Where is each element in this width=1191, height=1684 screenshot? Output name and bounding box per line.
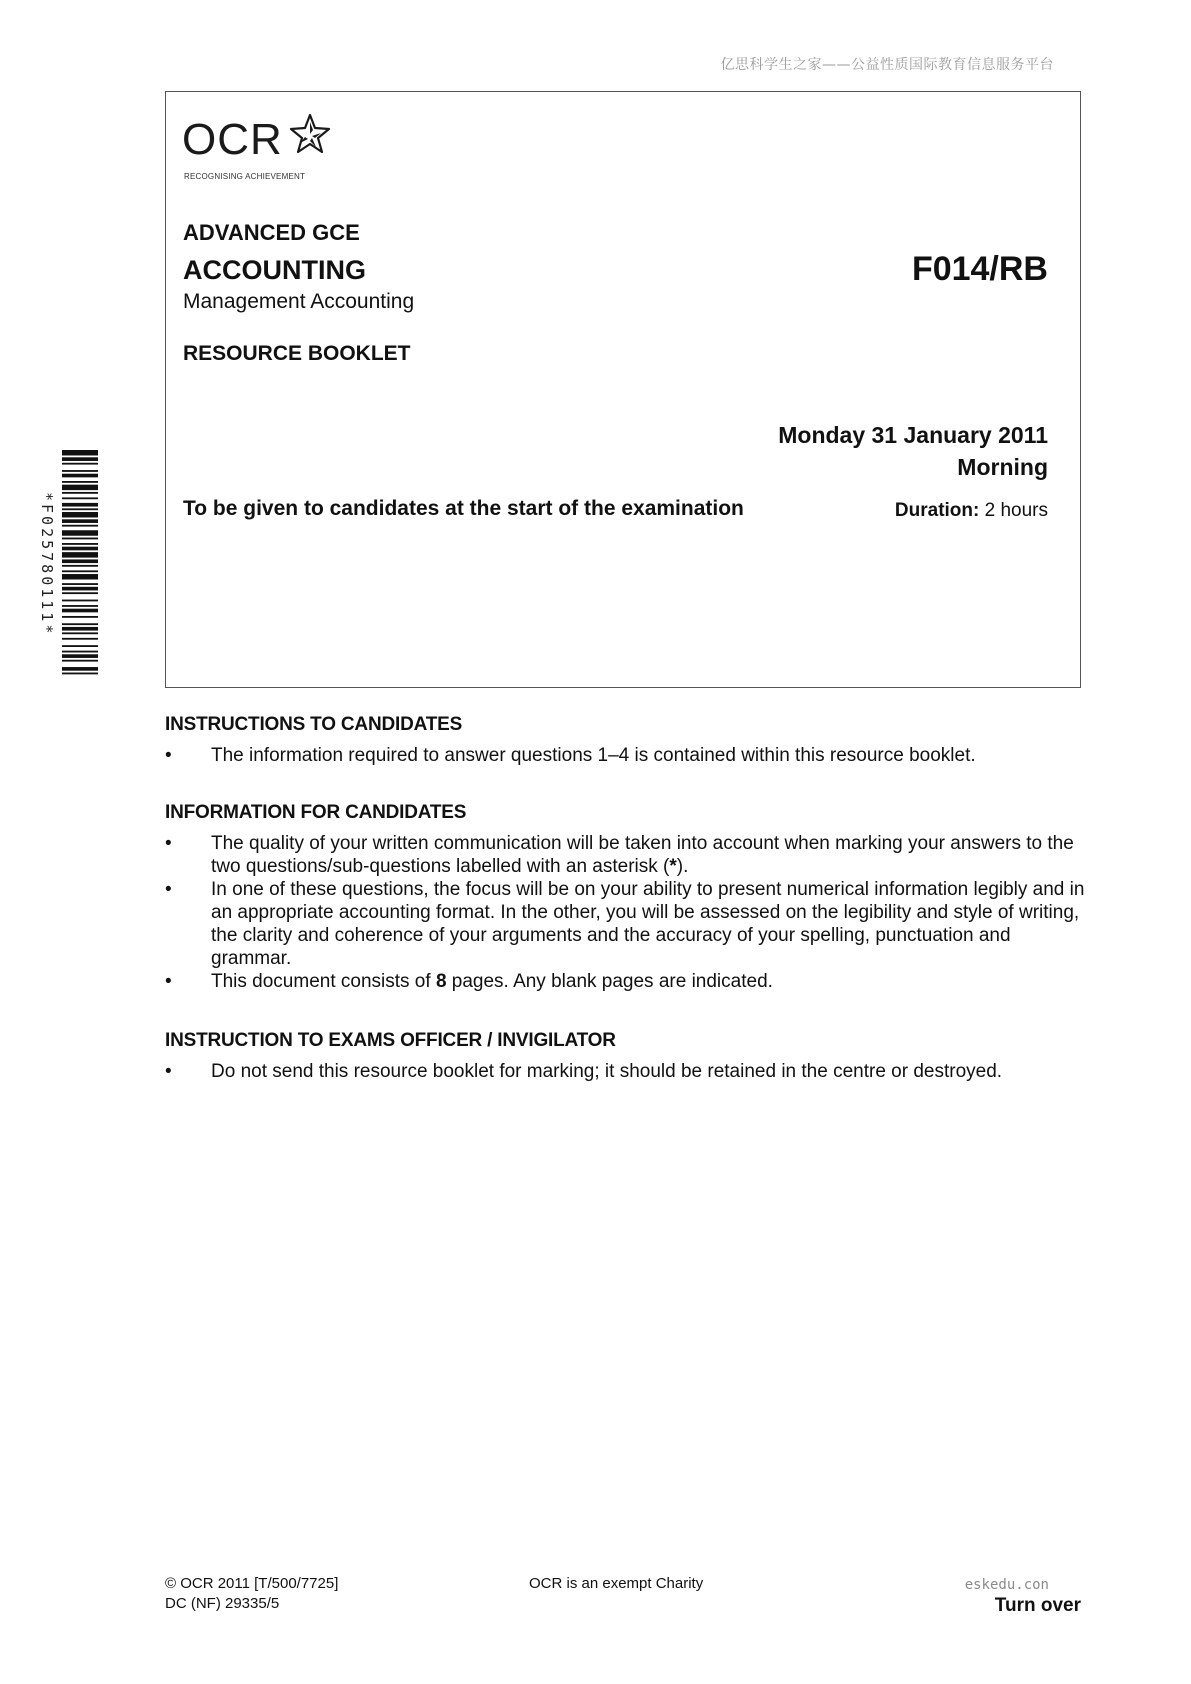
- barcode-bar: [62, 512, 98, 517]
- officer-section: [165, 1030, 1085, 1083]
- instructions-heading: INSTRUCTIONS TO CANDIDATES: [165, 714, 463, 735]
- instructions-section: [165, 714, 1085, 767]
- barcode-bar: [62, 474, 98, 478]
- duration-label: Duration:: [894, 500, 980, 521]
- barcode-bar: [62, 660, 98, 662]
- barcode-bar: [62, 570, 98, 572]
- barcode-bar: [62, 565, 98, 567]
- list-item: [165, 878, 1085, 970]
- barcode-bar: [62, 574, 98, 579]
- barcode-bar: [62, 605, 98, 607]
- barcode-bar: [62, 543, 98, 545]
- exam-date: Monday 31 January 2011: [778, 422, 1048, 448]
- information-section: [165, 802, 1085, 993]
- unit-title: Management Accounting: [183, 290, 415, 313]
- officer-text: Do not send this resource booklet for marking; it should be retained in the centre or destroyed.: [211, 1061, 1003, 1082]
- barcode-bar: [62, 530, 98, 535]
- barcode-bar: [62, 450, 98, 455]
- page-count: 8: [435, 971, 447, 992]
- footer-watermark: eskedu.con: [964, 1577, 1049, 1593]
- bullet: •: [165, 879, 172, 900]
- officer-heading: INSTRUCTION TO EXAMS OFFICER / INVIGILATOR: [165, 1030, 616, 1051]
- duration-value: 2 hours: [979, 500, 1048, 521]
- paper-code: F014/RB: [911, 250, 1048, 288]
- subject-title: ACCOUNTING: [183, 255, 366, 285]
- barcode-bar: [62, 623, 98, 625]
- barcode-bar: [62, 654, 98, 658]
- barcode-bar: [62, 485, 98, 490]
- asterisk: *: [669, 856, 677, 877]
- info-text-1c: ).: [676, 856, 689, 877]
- barcode-bar: [62, 645, 98, 647]
- barcode-bar: [62, 583, 98, 585]
- barcode-bar: [62, 600, 98, 602]
- charity-note: OCR is an exempt Charity: [529, 1575, 704, 1592]
- list-item: [165, 744, 1085, 767]
- barcode-bar: [62, 497, 98, 499]
- ocr-star-icon: [288, 112, 332, 156]
- information-heading: INFORMATION FOR CANDIDATES: [165, 802, 467, 823]
- barcode-bar: [62, 632, 98, 634]
- duration: [895, 500, 1048, 522]
- barcode-bar: [62, 463, 98, 465]
- barcode-bar: [62, 667, 98, 671]
- turn-over: Turn over: [994, 1595, 1081, 1616]
- barcode-bar: [62, 481, 98, 483]
- barcode-bar: [62, 457, 98, 461]
- barcode-bar: [62, 538, 98, 540]
- barcode-bar: [62, 525, 98, 527]
- logo-word: OCR: [182, 115, 283, 164]
- qualification: ADVANCED GCE: [183, 220, 360, 245]
- given-note: To be given to candidates at the start of the examination: [183, 497, 744, 520]
- instruction-text: The information required to answer questions 1–4 is contained within this resource booklet.: [211, 745, 976, 766]
- info-text-3c: pages. Any blank pages are indicated.: [446, 971, 773, 992]
- barcode-bar: [62, 492, 98, 494]
- ocr-logo: [182, 115, 342, 188]
- bullet: •: [165, 1061, 172, 1082]
- bullet: •: [165, 971, 172, 992]
- watermark-top: 亿思科学生之家——公益性质国际教育信息服务平台: [720, 57, 1054, 73]
- booklet-type: RESOURCE BOOKLET: [183, 342, 411, 365]
- barcode-bar: [62, 508, 98, 510]
- barcode-text: *F025780111*: [38, 491, 56, 637]
- list-item: [165, 970, 1085, 993]
- barcode-bar: [62, 638, 98, 640]
- barcode-bar: [62, 592, 98, 594]
- barcode-bar: [62, 587, 98, 591]
- info-text-2: In one of these questions, the focus will be on your ability to present numerical information legibly and in an appropriate accounting format. In the other, you will be assessed on the legibility and style of writing, the clarity and coherence of your arguments and the accuracy of your spelling, punctuation and grammar.: [211, 879, 1085, 969]
- info-text-3a: This document consists of: [211, 971, 436, 992]
- barcode-bar: [62, 552, 98, 557]
- exam-session: Morning: [957, 454, 1048, 480]
- barcode-bar: [62, 547, 98, 551]
- footer-left: [165, 1574, 338, 1614]
- document-ref: DC (NF) 29335/5: [165, 1595, 280, 1612]
- cover-box: [165, 91, 1081, 688]
- barcode-bar: [62, 651, 98, 653]
- list-item: [165, 1060, 1085, 1083]
- barcode-bar: [62, 470, 98, 472]
- bullet: •: [165, 833, 172, 854]
- info-text-1a: The quality of your written communication will be taken into account when marking your answers to the two questions/sub-questions labelled with an asterisk (: [211, 833, 1074, 877]
- barcode-bar: [62, 627, 98, 631]
- logo-tagline: RECOGNISING ACHIEVEMENT: [184, 172, 306, 181]
- barcode-bar: [62, 616, 98, 618]
- barcode-bar: [62, 519, 98, 523]
- barcode-bar: [62, 559, 98, 563]
- barcode-bar: [62, 673, 98, 675]
- barcode-bar: [62, 609, 98, 613]
- bullet: •: [165, 745, 172, 766]
- copyright: © OCR 2011 [T/500/7725]: [165, 1575, 339, 1592]
- barcode-bar: [62, 503, 98, 507]
- list-item: [165, 832, 1085, 878]
